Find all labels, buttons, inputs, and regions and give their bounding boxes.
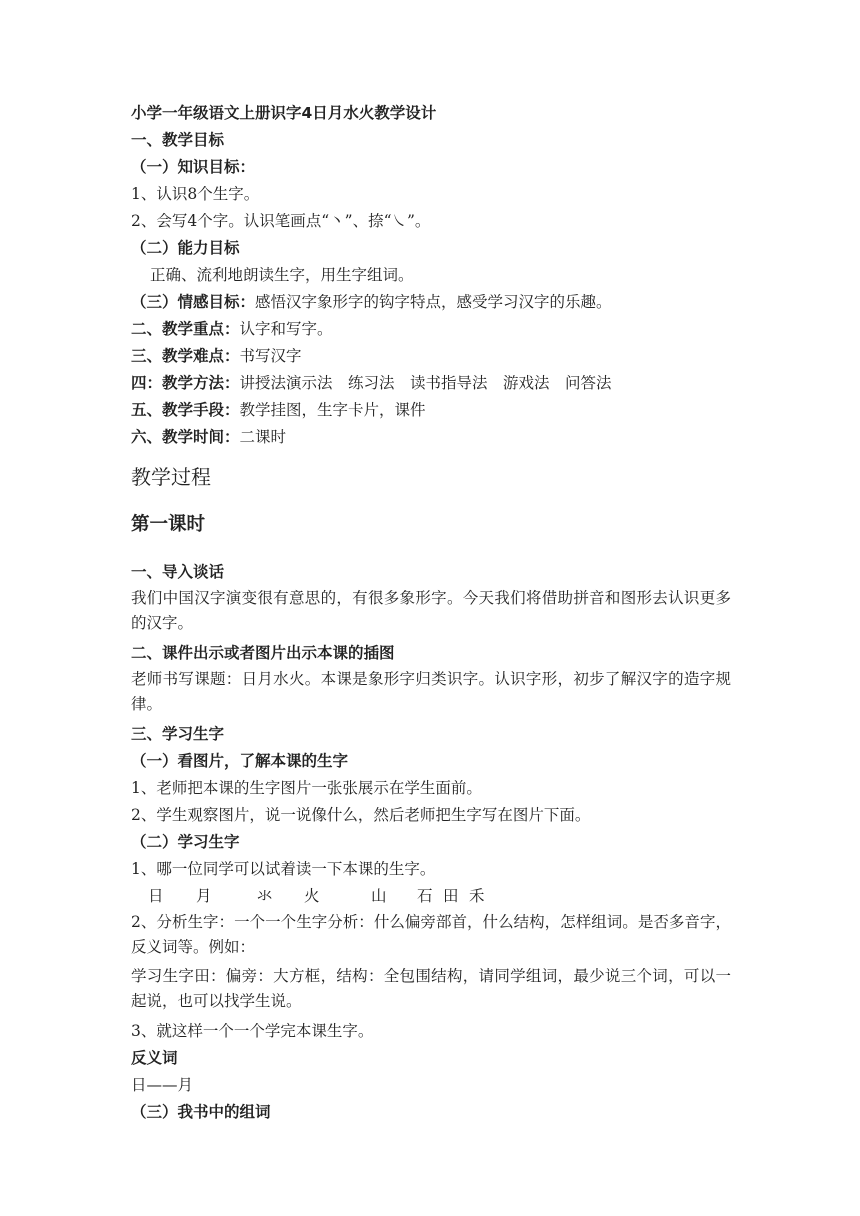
methods-text: 讲授法演示法 练习法 读书指导法 游戏法 问答法 — [239, 374, 612, 392]
intro-heading: 一、导入谈话 — [131, 563, 225, 581]
list-item: 1、哪一位同学可以试着读一下本课的生字。 — [131, 860, 436, 878]
key-points-text: 认字和写字。 — [239, 320, 333, 338]
subheading-learn-characters: （二）学习生字 — [131, 833, 240, 851]
list-item: 2、会写4个字。认识笔画点“丶”、捺“㇏”。 — [131, 212, 431, 230]
time-text: 二课时 — [239, 428, 287, 446]
subheading-view-pictures: （一）看图片，了解本课的生字 — [131, 752, 349, 770]
subheading-book-words: （三）我书中的组词 — [131, 1103, 271, 1121]
subheading-knowledge: （一）知识目标： — [131, 158, 256, 176]
means-text: 教学挂图，生字卡片，课件 — [239, 401, 426, 419]
character: 月 — [196, 887, 212, 905]
analysis-text: 2、分析生字：一个一个生字分析：什么偏旁部首，什么结构，怎样组词。是否多音字，反义词等。例如： — [131, 913, 731, 956]
list-item: 3、就这样一个一个学完本课生字。 — [131, 1022, 374, 1040]
time-label: 六、教学时间： — [131, 428, 240, 446]
list-item: 1、老师把本课的生字图片一张张展示在学生面前。 — [131, 779, 482, 797]
character-row — [131, 883, 740, 910]
ability-text: 正确、流利地朗读生字，用生字组词。 — [150, 266, 414, 284]
character: 氺 — [257, 887, 273, 905]
list-item: 1、认识8个生字。 — [131, 185, 260, 203]
methods-line — [131, 370, 740, 397]
key-points-label: 二、教学重点： — [131, 320, 240, 338]
illustration-heading: 二、课件出示或者图片出示本课的插图 — [131, 644, 395, 662]
document-title: 小学一年级语文上册识字4日月水火教学设计 — [131, 104, 437, 122]
emotion-goal-label: （三）情感目标： — [131, 293, 256, 311]
means-label: 五、教学手段： — [131, 401, 240, 419]
antonym-heading: 反义词 — [131, 1049, 178, 1067]
lesson-one-heading: 第一课时 — [131, 514, 206, 535]
character: 山 — [371, 887, 387, 905]
methods-label: 四：教学方法： — [131, 374, 240, 392]
process-heading: 教学过程 — [131, 465, 211, 489]
emotion-goal-line — [131, 289, 740, 316]
key-points-line — [131, 316, 740, 343]
character: 石 — [417, 887, 433, 905]
learn-characters-heading: 三、学习生字 — [131, 725, 225, 743]
section-heading-objectives: 一、教学目标 — [131, 131, 225, 149]
character: 日 — [148, 887, 164, 905]
difficulty-text: 书写汉字 — [239, 347, 302, 365]
subheading-ability: （二）能力目标 — [131, 239, 240, 257]
intro-text: 我们中国汉字演变很有意思的，有很多象形字。今天我们将借助拼音和图形去认识更多的汉字。 — [131, 589, 731, 632]
character: 火 — [304, 887, 320, 905]
illustration-text: 老师书写课题：日月水火。本课是象形字归类识字。认识字形，初步了解汉字的造字规律。 — [131, 670, 731, 713]
list-item: 2、学生观察图片，说一说像什么，然后老师把生字写在图片下面。 — [131, 806, 591, 824]
difficulty-label: 三、教学难点： — [131, 347, 240, 365]
character: 田 — [443, 887, 459, 905]
example-text: 学习生字田：偏旁：大方框，结构：全包围结构，请同学组词，最少说三个词，可以一起说，也可以找学生说。 — [131, 967, 731, 1010]
means-line — [131, 397, 740, 424]
emotion-goal-text: 感悟汉字象形字的钩字特点，感受学习汉字的乐趣。 — [255, 293, 612, 311]
character: 禾 — [469, 887, 485, 905]
difficulty-line — [131, 343, 740, 370]
time-line — [131, 424, 740, 451]
antonym-pair: 日——月 — [131, 1076, 194, 1094]
